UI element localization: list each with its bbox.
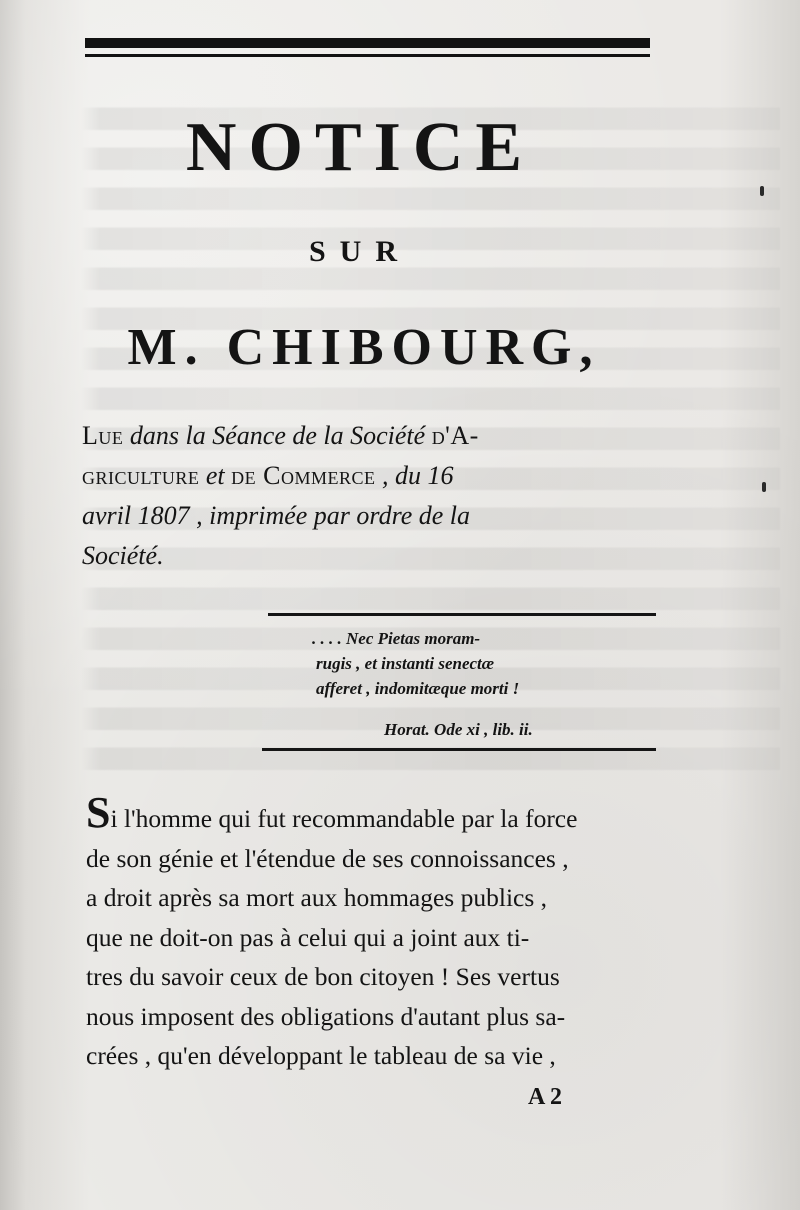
subtitle-block: [82, 416, 662, 576]
subtitle-line: Société.: [82, 541, 164, 570]
subtitle-text: dans la Séance de la Société: [123, 421, 432, 450]
subtitle-word: de Commerce: [231, 461, 376, 490]
subtitle-line: avril 1807 , imprimée par ordre de la: [82, 501, 471, 530]
body-text: i l'homme qui fut recommandable par la force: [110, 804, 578, 833]
body-line: de son génie et l'étendue de ses connoissances ,: [86, 843, 569, 873]
epigraph-rule-top: [268, 613, 656, 616]
body-line: que ne doit-on pas à celui qui a joint aux ti-: [86, 922, 530, 952]
subtitle-word: d'A-: [431, 421, 479, 450]
header-rule-thick: [85, 38, 650, 48]
ink-speck: [760, 186, 764, 196]
epigraph-line: . . . . Nec Pietas moram-: [312, 629, 481, 648]
epigraph-line: afferet , indomitæque morti !: [316, 679, 520, 698]
subtitle-word: Lue: [82, 421, 124, 450]
subject-name: M. CHIBOURG,: [127, 319, 601, 376]
epigraph-rule-bottom: [262, 748, 656, 751]
signature-mark: A 2: [528, 1084, 563, 1110]
body-line: nous imposent des obligations d'autant plus sa-: [86, 1001, 566, 1031]
title-connector: SUR: [308, 235, 411, 268]
subtitle-word: griculture: [82, 461, 200, 490]
drop-cap: S: [86, 788, 111, 837]
header-rule-thin: [85, 54, 650, 57]
subtitle-line: [82, 456, 662, 496]
epigraph-source: Horat. Ode xi , lib. ii.: [384, 720, 533, 739]
body-line: [86, 788, 664, 839]
ink-speck: [762, 482, 766, 492]
subtitle-text: , du 16: [375, 461, 454, 490]
subtitle-text: et: [199, 461, 232, 490]
body-paragraph: [86, 788, 664, 1076]
body-line: tres du savoir ceux de bon citoyen ! Ses vertus: [86, 962, 560, 991]
page-title: NOTICE: [185, 109, 535, 186]
epigraph-line: rugis , et instanti senectæ: [316, 654, 495, 673]
subtitle-line: [82, 416, 662, 456]
epigraph: [312, 626, 612, 701]
body-line: crées , qu'en développant le tableau de sa vie ,: [86, 1041, 556, 1070]
body-line: a droit après sa mort aux hommages publics ,: [86, 883, 548, 912]
